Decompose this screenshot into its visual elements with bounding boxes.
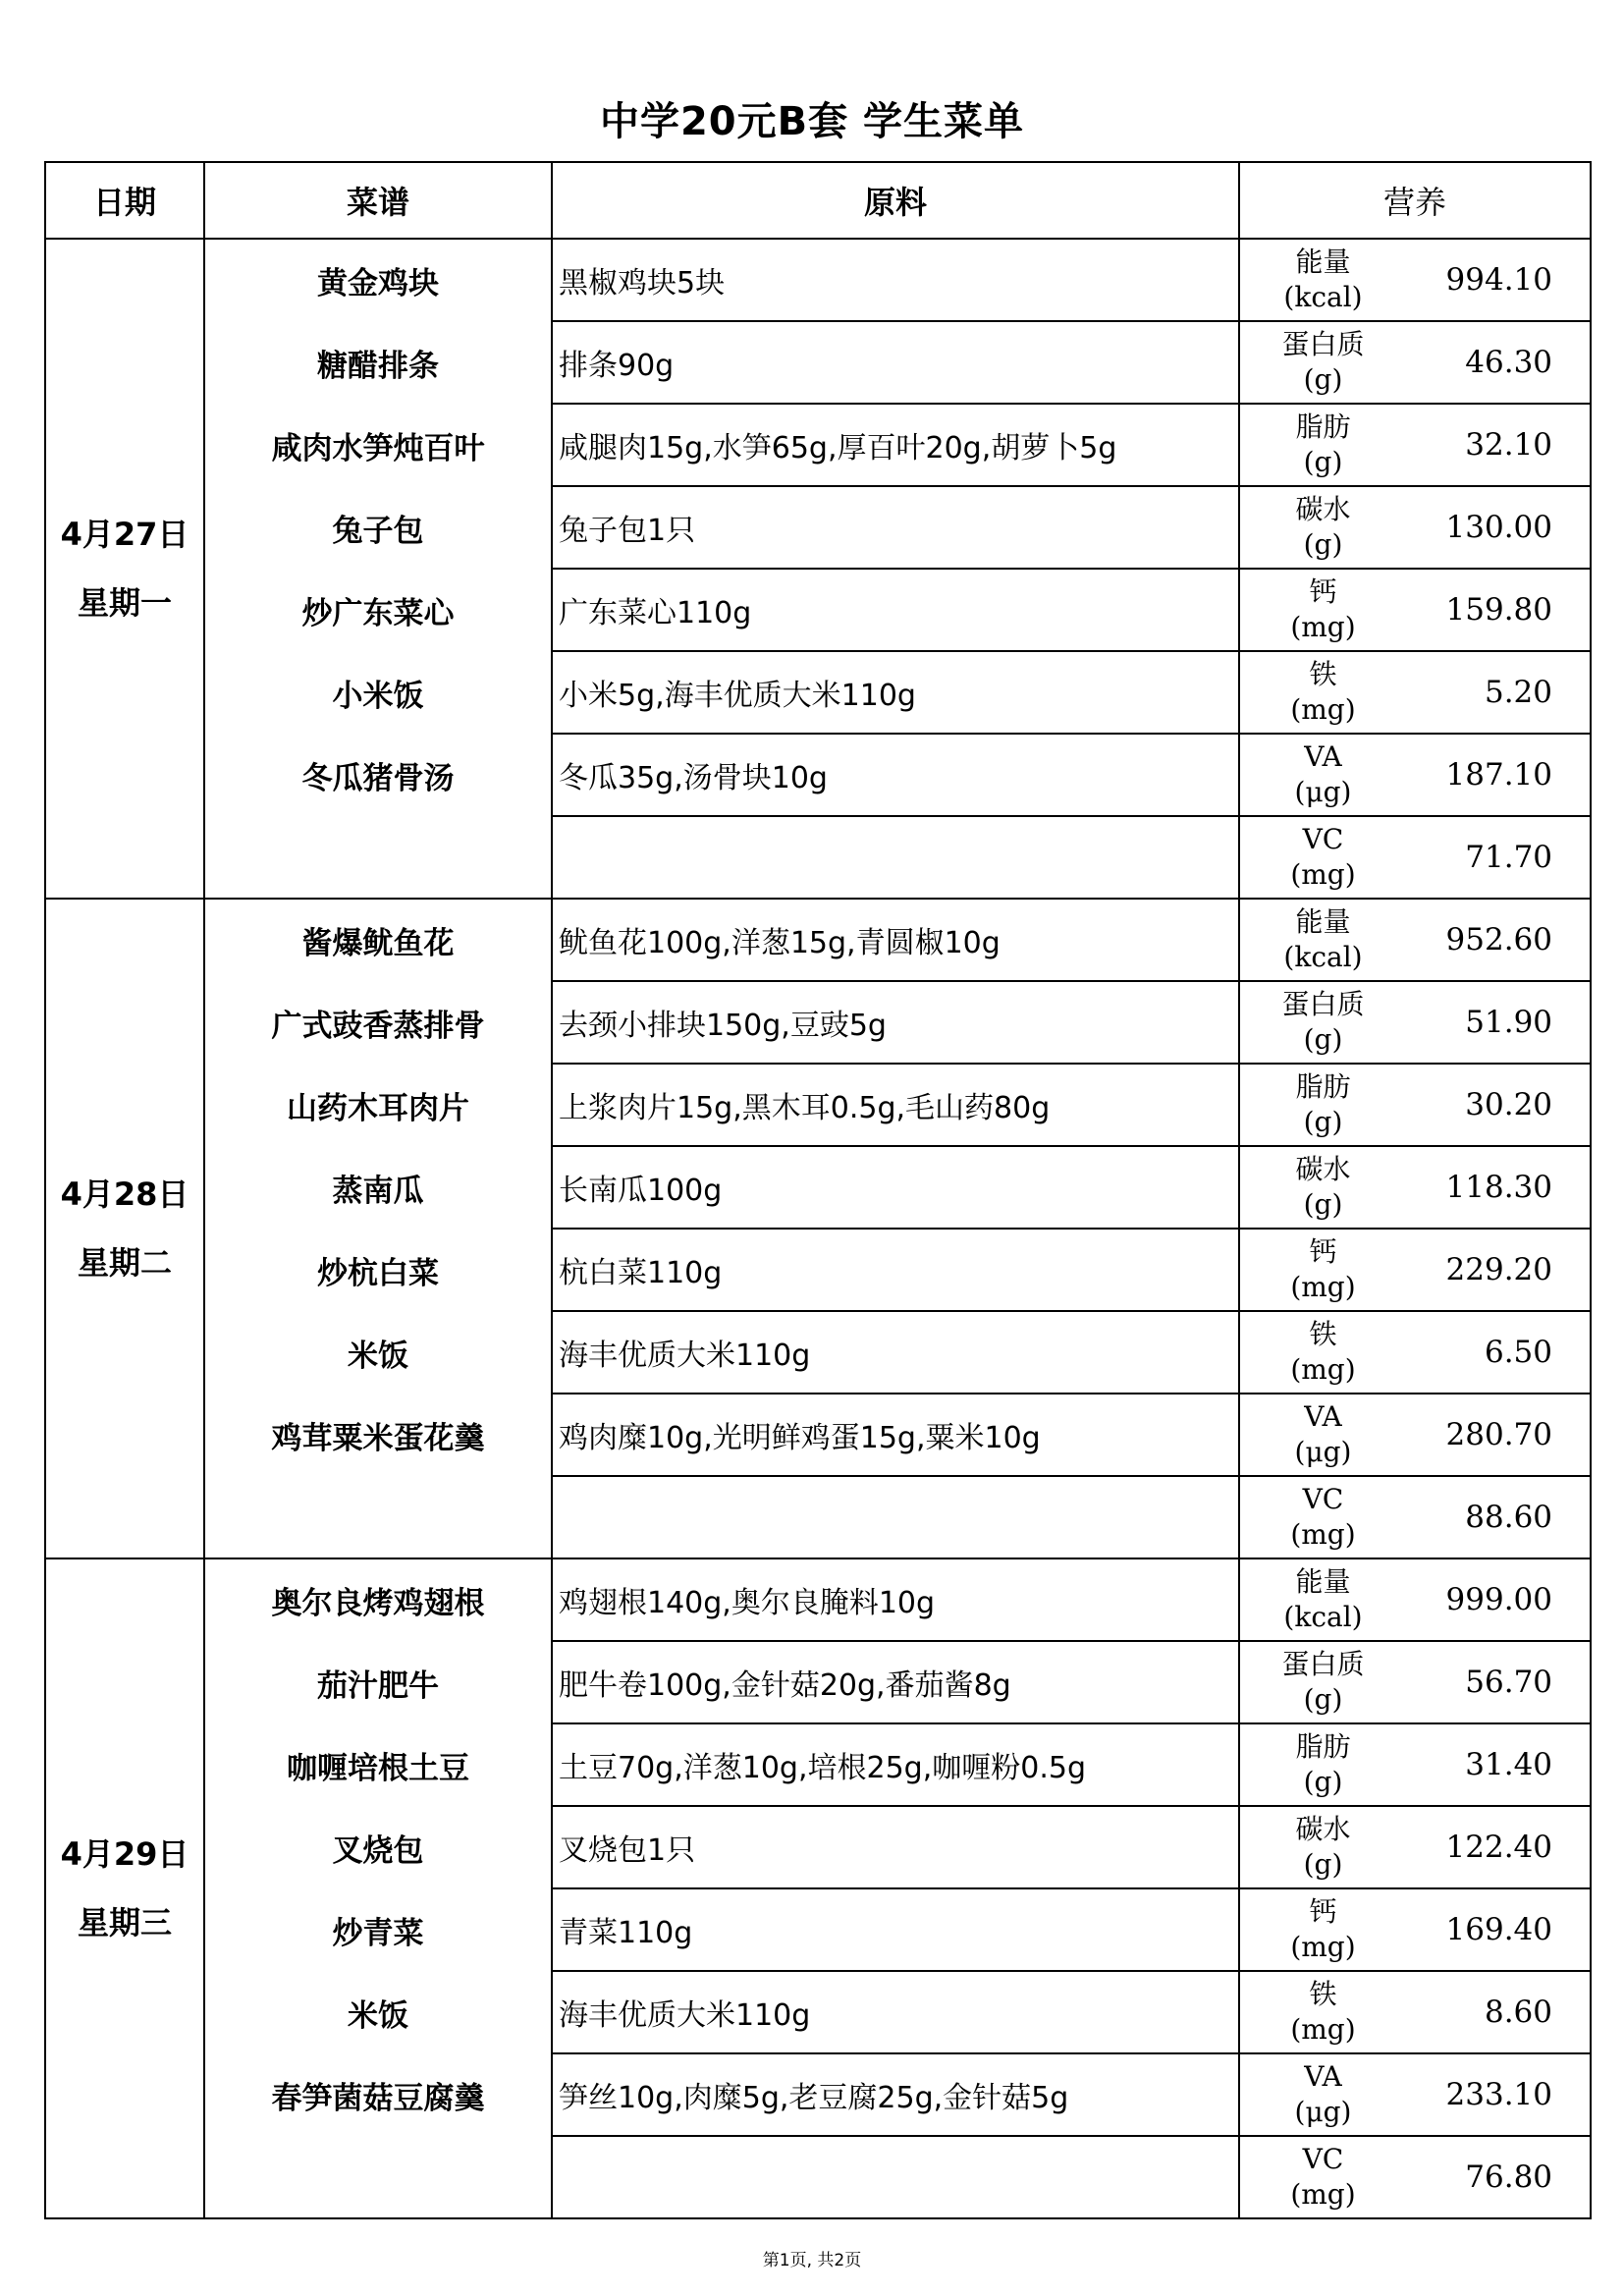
dish-name: 咸肉水笋炖百叶 [204,404,552,486]
ingredients-cell [552,816,1239,899]
nutrient-label [1239,2053,1406,2136]
nutrient-unit: (kcal) [1283,1601,1363,1633]
nutrient-label [1239,321,1406,404]
table-row [45,1641,1591,1723]
date-label: 4月29日 [60,1835,189,1873]
nutrient-unit: (μg) [1294,776,1352,808]
dish-name: 鸡茸粟米蛋花羹 [204,1394,552,1476]
ingredients-cell: 广东菜心110g [552,569,1239,651]
nutrient-unit: (mg) [1290,611,1356,643]
nutrient-value: 46.30 [1406,321,1591,404]
ingredients-cell: 黑椒鸡块5块 [552,239,1239,321]
table-row [45,2136,1591,2218]
nutrient-label [1239,1394,1406,1476]
nutrient-name: VC [1302,2143,1344,2175]
nutrient-name: 能量 [1295,905,1351,938]
table-row [45,1311,1591,1394]
ingredients-cell: 海丰优质大米110g [552,1311,1239,1394]
ingredients-cell: 土豆70g,洋葱10g,培根25g,咖喱粉0.5g [552,1723,1239,1806]
dish-name: 炒广东菜心 [204,569,552,651]
weekday-label: 星期三 [77,1904,172,1941]
nutrient-unit: (mg) [1290,2013,1356,2046]
menu-body [45,239,1591,2218]
table-row [45,1558,1591,1641]
nutrient-name: 脂肪 [1295,1730,1351,1763]
nutrient-unit: (g) [1303,1188,1343,1221]
nutrient-name: 钙 [1309,1895,1337,1928]
ingredients-cell: 青菜110g [552,1888,1239,1971]
nutrient-name: 脂肪 [1295,410,1351,443]
date-cell [45,899,204,1558]
table-row [45,1723,1591,1806]
nutrient-name: 碳水 [1295,1813,1351,1845]
table-row [45,1806,1591,1888]
nutrient-name: 脂肪 [1295,1070,1351,1103]
dish-name: 兔子包 [204,486,552,569]
nutrient-label [1239,816,1406,899]
nutrient-label [1239,1476,1406,1558]
ingredients-cell [552,1476,1239,1558]
nutrient-value: 8.60 [1406,1971,1591,2053]
nutrient-value: 5.20 [1406,651,1591,734]
nutrient-unit: (g) [1303,363,1343,396]
date-label: 4月27日 [60,516,189,553]
dish-name: 春笋菌菇豆腐羹 [204,2053,552,2136]
date-cell [45,239,204,899]
nutrient-value: 71.70 [1406,816,1591,899]
nutrient-name: 能量 [1295,246,1351,278]
nutrient-label [1239,651,1406,734]
ingredients-cell: 去颈小排块150g,豆豉5g [552,981,1239,1064]
nutrient-name: 蛋白质 [1281,328,1365,360]
dish-name [204,1476,552,1558]
table-row [45,1888,1591,1971]
nutrient-label [1239,1641,1406,1723]
dish-name: 咖喱培根土豆 [204,1723,552,1806]
dish-name: 糖醋排条 [204,321,552,404]
table-row [45,1971,1591,2053]
nutrient-label [1239,1723,1406,1806]
nutrient-value: 229.20 [1406,1229,1591,1311]
header-ingredients: 原料 [552,162,1239,239]
table-row [45,651,1591,734]
nutrient-unit: (mg) [1290,858,1356,891]
table-row [45,1229,1591,1311]
table-row [45,899,1591,981]
table-row [45,404,1591,486]
dish-name: 山药木耳肉片 [204,1064,552,1146]
nutrient-value: 32.10 [1406,404,1591,486]
ingredients-cell: 兔子包1只 [552,486,1239,569]
dish-name: 黄金鸡块 [204,239,552,321]
nutrient-label [1239,569,1406,651]
table-row [45,569,1591,651]
ingredients-cell: 杭白菜110g [552,1229,1239,1311]
header-dish: 菜谱 [204,162,552,239]
nutrient-unit: (g) [1303,528,1343,561]
table-row [45,734,1591,816]
nutrient-unit: (mg) [1290,1353,1356,1386]
header-nutrition: 营养 [1239,162,1591,239]
nutrient-value: 6.50 [1406,1311,1591,1394]
dish-name: 广式豉香蒸排骨 [204,981,552,1064]
nutrient-unit: (g) [1303,446,1343,478]
table-row [45,321,1591,404]
ingredients-cell: 排条90g [552,321,1239,404]
dish-name [204,2136,552,2218]
ingredients-cell: 笋丝10g,肉糜5g,老豆腐25g,金针菇5g [552,2053,1239,2136]
nutrient-value: 994.10 [1406,239,1591,321]
weekday-label: 星期一 [77,584,172,622]
dish-name [204,816,552,899]
nutrient-value: 233.10 [1406,2053,1591,2136]
nutrient-value: 122.40 [1406,1806,1591,1888]
nutrient-value: 88.60 [1406,1476,1591,1558]
nutrient-value: 999.00 [1406,1558,1591,1641]
page-title: 中学20元B套 学生菜单 [599,99,1025,144]
ingredients-cell: 冬瓜35g,汤骨块10g [552,734,1239,816]
nutrient-value: 56.70 [1406,1641,1591,1723]
nutrient-label [1239,1229,1406,1311]
nutrient-label [1239,239,1406,321]
menu-table [44,161,1592,2219]
nutrient-value: 30.20 [1406,1064,1591,1146]
nutrient-label [1239,1558,1406,1641]
table-row [45,1146,1591,1229]
nutrient-unit: (g) [1303,1848,1343,1881]
ingredients-cell [552,2136,1239,2218]
header-date: 日期 [45,162,204,239]
ingredients-cell: 肥牛卷100g,金针菇20g,番茄酱8g [552,1641,1239,1723]
nutrient-label [1239,1888,1406,1971]
nutrient-label [1239,1971,1406,2053]
ingredients-cell: 上浆肉片15g,黑木耳0.5g,毛山药80g [552,1064,1239,1146]
nutrient-value: 280.70 [1406,1394,1591,1476]
nutrient-value: 952.60 [1406,899,1591,981]
dish-name: 小米饭 [204,651,552,734]
dish-name: 炒青菜 [204,1888,552,1971]
nutrient-name: 铁 [1309,658,1337,690]
nutrient-value: 130.00 [1406,486,1591,569]
dish-name: 冬瓜猪骨汤 [204,734,552,816]
dish-name: 酱爆鱿鱼花 [204,899,552,981]
nutrient-value: 159.80 [1406,569,1591,651]
dish-name: 米饭 [204,1311,552,1394]
ingredients-cell: 长南瓜100g [552,1146,1239,1229]
table-row [45,486,1591,569]
table-row [45,239,1591,321]
nutrient-name: VA [1304,1400,1342,1433]
page-footer: 第1页, 共2页 [762,2251,862,2270]
nutrient-value: 187.10 [1406,734,1591,816]
nutrient-name: 钙 [1309,575,1337,608]
ingredients-cell: 鸡翅根140g,奥尔良腌料10g [552,1558,1239,1641]
nutrient-name: VA [1304,2060,1342,2093]
ingredients-cell: 海丰优质大米110g [552,1971,1239,2053]
dish-name: 蒸南瓜 [204,1146,552,1229]
dish-name: 叉烧包 [204,1806,552,1888]
nutrient-unit: (kcal) [1283,941,1363,973]
nutrient-unit: (mg) [1290,2178,1356,2211]
nutrient-label [1239,1064,1406,1146]
table-row [45,1394,1591,1476]
nutrient-value: 51.90 [1406,981,1591,1064]
nutrient-unit: (g) [1303,1106,1343,1138]
nutrient-label [1239,1311,1406,1394]
nutrient-label [1239,2136,1406,2218]
nutrient-value: 118.30 [1406,1146,1591,1229]
nutrient-label [1239,899,1406,981]
nutrient-unit: (μg) [1294,1436,1352,1468]
weekday-label: 星期二 [77,1244,172,1282]
nutrient-label [1239,981,1406,1064]
table-row [45,816,1591,899]
table-row [45,1064,1591,1146]
nutrient-name: VC [1302,823,1344,855]
nutrient-unit: (mg) [1290,1271,1356,1303]
nutrient-name: 钙 [1309,1235,1337,1268]
nutrient-value: 31.40 [1406,1723,1591,1806]
nutrient-name: VC [1302,1483,1344,1515]
dish-name: 米饭 [204,1971,552,2053]
nutrient-unit: (mg) [1290,693,1356,726]
date-cell [45,1558,204,2218]
nutrient-unit: (g) [1303,1023,1343,1056]
nutrient-label [1239,404,1406,486]
nutrient-name: 碳水 [1295,1153,1351,1185]
nutrient-value: 76.80 [1406,2136,1591,2218]
nutrient-name: 铁 [1309,1318,1337,1350]
nutrient-name: 能量 [1295,1565,1351,1598]
nutrient-unit: (mg) [1290,1518,1356,1551]
ingredients-cell: 叉烧包1只 [552,1806,1239,1888]
table-row [45,1476,1591,1558]
dish-name: 茄汁肥牛 [204,1641,552,1723]
nutrient-unit: (mg) [1290,1931,1356,1963]
dish-name: 炒杭白菜 [204,1229,552,1311]
header-row [45,162,1591,239]
ingredients-cell: 咸腿肉15g,水笋65g,厚百叶20g,胡萝卜5g [552,404,1239,486]
nutrient-unit: (g) [1303,1683,1343,1716]
nutrient-label [1239,486,1406,569]
nutrient-name: VA [1304,740,1342,773]
nutrient-name: 碳水 [1295,493,1351,525]
ingredients-cell: 鱿鱼花100g,洋葱15g,青圆椒10g [552,899,1239,981]
nutrient-unit: (g) [1303,1766,1343,1798]
ingredients-cell: 鸡肉糜10g,光明鲜鸡蛋15g,粟米10g [552,1394,1239,1476]
table-row [45,981,1591,1064]
nutrient-label [1239,1806,1406,1888]
nutrient-name: 蛋白质 [1281,1648,1365,1680]
table-row [45,2053,1591,2136]
nutrient-name: 蛋白质 [1281,988,1365,1020]
nutrient-unit: (μg) [1294,2096,1352,2128]
ingredients-cell: 小米5g,海丰优质大米110g [552,651,1239,734]
nutrient-label [1239,1146,1406,1229]
dish-name: 奥尔良烤鸡翅根 [204,1558,552,1641]
date-label: 4月28日 [60,1175,189,1213]
nutrient-value: 169.40 [1406,1888,1591,1971]
nutrient-label [1239,734,1406,816]
nutrient-name: 铁 [1309,1978,1337,2010]
nutrient-unit: (kcal) [1283,281,1363,313]
